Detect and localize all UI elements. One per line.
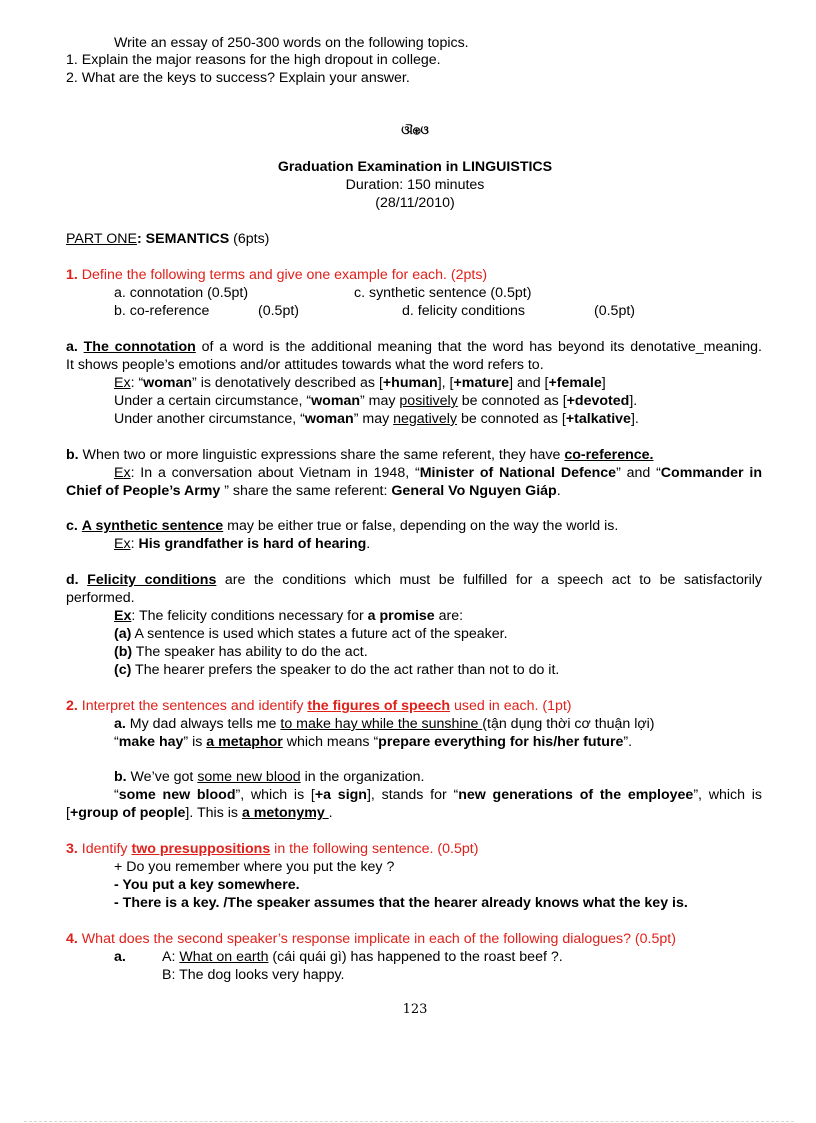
q3-sentence: + Do you remember where you put the key ? [114, 859, 395, 875]
q4-dialogue-a: A: What on earth (cái quái gì) has happened to the roast beef ?. [162, 949, 563, 965]
answer-a-example-2: Under a certain circumstance, “woman” may positively be connoted as [+devoted]. [114, 393, 638, 409]
felicity-condition-c: (c) The hearer prefers the speaker to do the act rather than not to do it. [114, 662, 560, 678]
answer-a-example-1: Ex: “woman” is denotatively described as [+human], [+mature] and [+female] [114, 375, 606, 391]
term-synthetic-sentence: A synthetic sentence [81, 518, 224, 534]
q4-dialogue-b: B: The dog looks very happy. [162, 967, 345, 983]
answer-d-definition: d. Felicity conditions are the conditions which must be fulfilled for a speech act to be satisfactorily [66, 572, 762, 588]
ornament-divider: ଔ⊛ଓ [401, 123, 429, 137]
q1-item-a: a. connotation (0.5pt) [114, 285, 249, 301]
q2-sentence-a: a. My dad always tells me to make hay while the sunshine (tận dụng thời cơ thuận lợi) [114, 716, 655, 732]
question-1: 1. Define the following terms and give one example for each. (2pts) [66, 267, 488, 283]
part-one-heading: PART ONE: SEMANTICS (6pts) [66, 231, 270, 247]
q1-item-b-points: (0.5pt) [258, 303, 300, 319]
answer-a-definition: a. The connotation of a word is the additional meaning that the word has beyond its denotative_meaning. [66, 339, 762, 355]
q1-item-c: c. synthetic sentence (0.5pt) [354, 285, 532, 301]
term-co-reference: co-reference. [564, 447, 654, 463]
essay-topic-2: 2. What are the keys to success? Explain your answer. [66, 70, 410, 86]
answer-b-example: Ex: In a conversation about Vietnam in 1948, “Minister of National Defence” and “Commander in [114, 465, 762, 481]
question-4: 4. What does the second speaker’s response implicate in each of the following dialogues? (0.5pt) [66, 931, 676, 947]
exam-duration: Duration: 150 minutes [345, 177, 485, 193]
question-2: 2. Interpret the sentences and identify the figures of speech used in each. (1pt) [66, 698, 572, 714]
essay-intro: Write an essay of 250-300 words on the following topics. [114, 35, 469, 51]
answer-a-line-2: It shows people’s emotions and/or attitudes towards what the word refers to. [66, 357, 544, 373]
part-one-label: PART ONE [66, 231, 137, 247]
page-number: 123 [402, 1002, 428, 1017]
answer-c-example: Ex: His grandfather is hard of hearing. [114, 536, 371, 552]
q2-answer-b-cont: [+group of people]. This is a metonymy . [66, 805, 333, 821]
q1-item-d-points: (0.5pt) [594, 303, 636, 319]
answer-a-example-3: Under another circumstance, “woman” may negatively be connoted as [+talkative]. [114, 411, 639, 427]
term-connotation: The connotation [83, 339, 196, 355]
part-one-points: (6pts) [229, 231, 270, 247]
felicity-condition-a: (a) A sentence is used which states a future act of the speaker. [114, 626, 508, 642]
term-felicity-conditions: Felicity conditions [87, 572, 217, 588]
q2-answer-a: “make hay” is a metaphor which means “prepare everything for his/her future”. [114, 734, 633, 750]
part-one-name: SEMANTICS [141, 231, 230, 247]
q3-presupposition-2: - There is a key. /The speaker assumes that the hearer already knows what the key is. [114, 895, 688, 911]
answer-d-example: Ex: The felicity conditions necessary for a promise are: [114, 608, 464, 624]
essay-topic-1: 1. Explain the major reasons for the high dropout in college. [66, 52, 441, 68]
answer-b-example-cont: Chief of People’s Army ” share the same referent: General Vo Nguyen Giáp. [66, 483, 561, 499]
question-3: 3. Identify two presuppositions in the following sentence. (0.5pt) [66, 841, 479, 857]
q1-item-b: b. co-reference [114, 303, 210, 319]
q3-presupposition-1: - You put a key somewhere. [114, 877, 300, 893]
answer-c-definition: c. A synthetic sentence may be either true or false, depending on the way the world is. [66, 518, 619, 534]
felicity-condition-b: (b) The speaker has ability to do the act. [114, 644, 368, 660]
q1-item-d: d. felicity conditions [402, 303, 526, 319]
page-bottom-divider [24, 1121, 794, 1122]
q2-answer-b: “some new blood”, which is [+a sign], stands for “new generations of the employee”, which is [114, 787, 762, 803]
exam-date: (28/11/2010) [375, 195, 455, 211]
answer-b-definition: b. When two or more linguistic expressions share the same referent, they have co-reference. [66, 447, 654, 463]
q4-item-a-letter: a. [114, 949, 126, 965]
exam-title: Graduation Examination in LINGUISTICS [277, 159, 553, 175]
q2-sentence-b: b. We’ve got some new blood in the organization. [114, 769, 425, 785]
answer-d-line-2: performed. [66, 590, 135, 606]
